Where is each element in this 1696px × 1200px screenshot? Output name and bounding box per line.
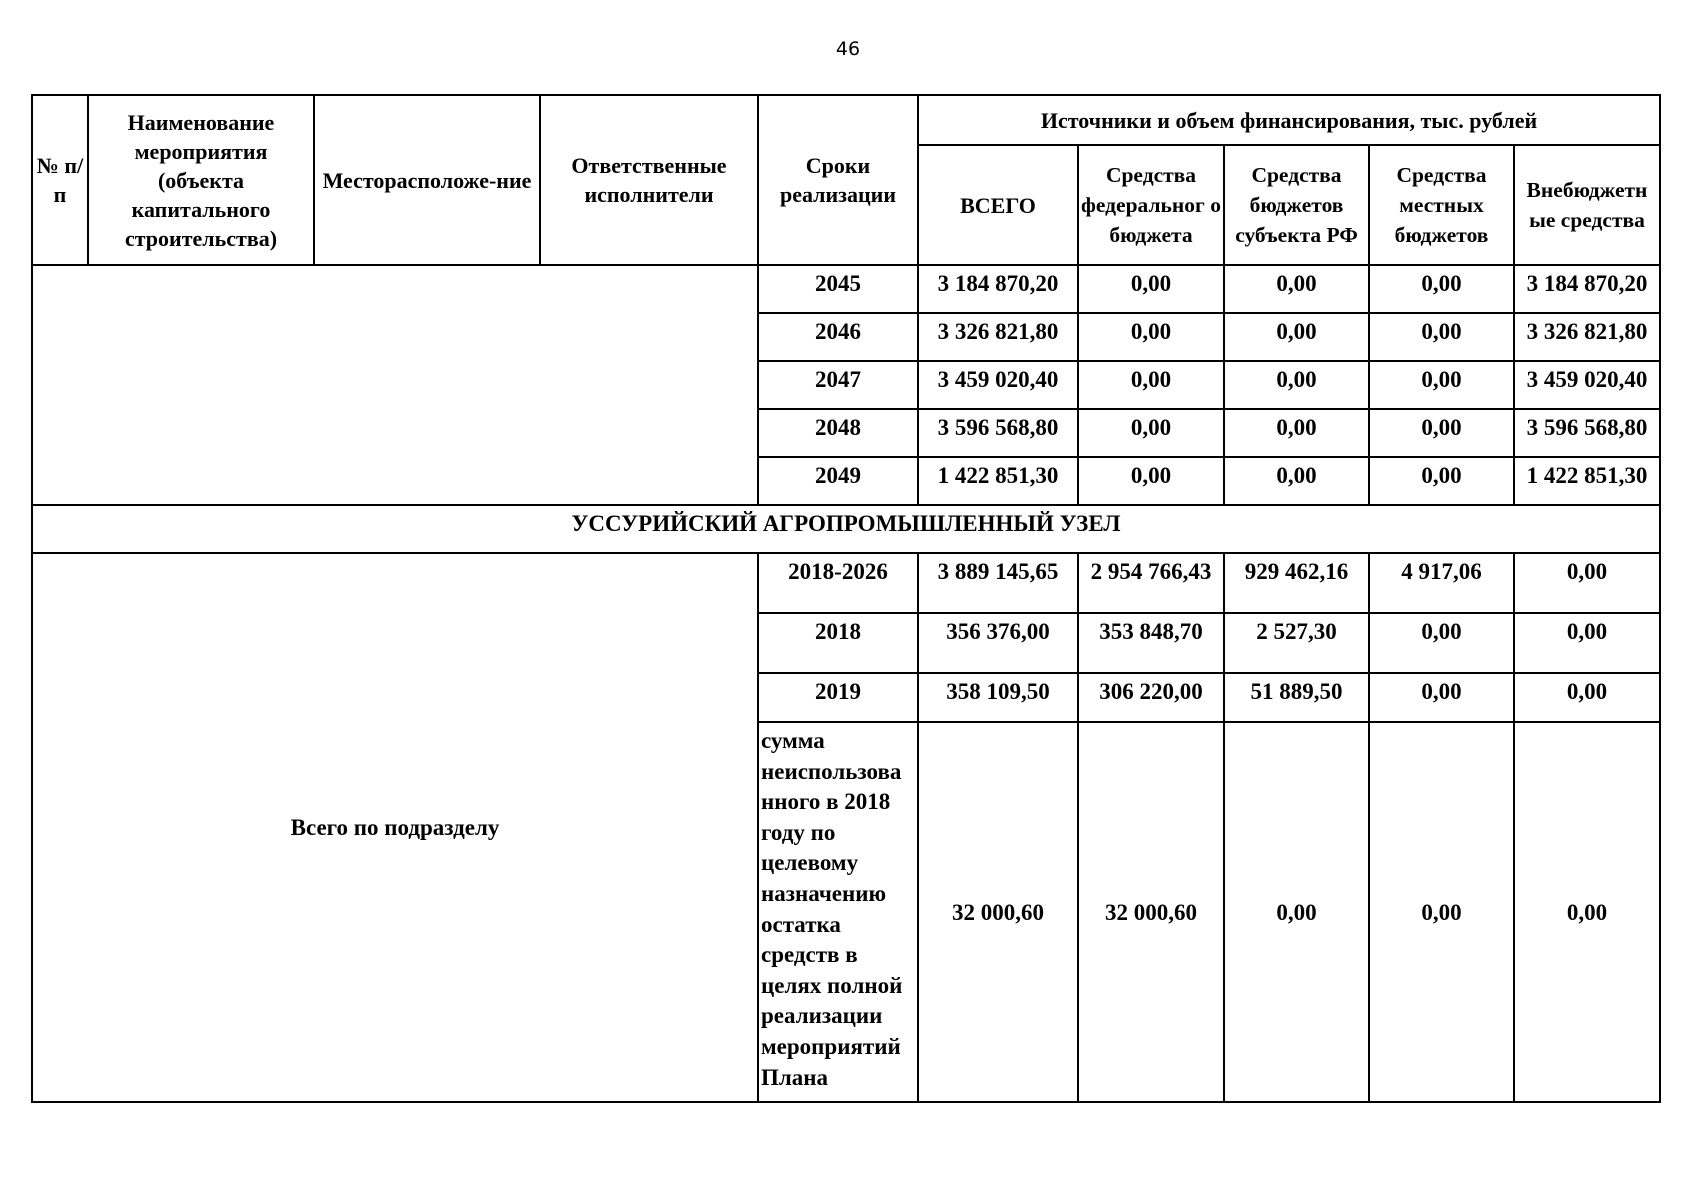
cell-federal: 0,00 — [1078, 313, 1224, 361]
cell-local: 0,00 — [1369, 722, 1514, 1102]
merged-blank-cell — [32, 265, 758, 505]
cell-federal: 2 954 766,43 — [1078, 553, 1224, 613]
cell-local: 0,00 — [1369, 409, 1514, 457]
cell-year: 2018-2026 — [758, 553, 918, 613]
cell-extra: 3 184 870,20 — [1514, 265, 1660, 313]
cell-year: 2045 — [758, 265, 918, 313]
cell-federal: 306 220,00 — [1078, 673, 1224, 722]
cell-regional: 0,00 — [1224, 265, 1369, 313]
cell-regional: 51 889,50 — [1224, 673, 1369, 722]
cell-regional: 0,00 — [1224, 313, 1369, 361]
cell-regional: 929 462,16 — [1224, 553, 1369, 613]
unused-note-text: сумма неиспользова нного в 2018 году по целевому назначению остатка средств в целях полной реализации мероприятий Плана — [761, 728, 903, 1090]
cell-total: 32 000,60 — [918, 722, 1078, 1102]
cell-local: 4 917,06 — [1369, 553, 1514, 613]
cell-local: 0,00 — [1369, 265, 1514, 313]
header-local: Средства местных бюджетов — [1369, 145, 1514, 265]
cell-regional: 0,00 — [1224, 409, 1369, 457]
cell-extra: 3 326 821,80 — [1514, 313, 1660, 361]
cell-regional: 0,00 — [1224, 361, 1369, 409]
cell-total: 3 889 145,65 — [918, 553, 1078, 613]
summary-label: Всего по подразделу — [32, 553, 758, 1102]
cell-year: 2048 — [758, 409, 918, 457]
cell-extra: 1 422 851,30 — [1514, 457, 1660, 505]
cell-federal: 0,00 — [1078, 265, 1224, 313]
header-name: Наименование мероприятия (объекта капитального строительства) — [88, 95, 314, 265]
header-extrabudget: Внебюджетн ые средства — [1514, 145, 1660, 265]
header-regional: Средства бюджетов субъекта РФ — [1224, 145, 1369, 265]
header-funding-group: Источники и объем финансирования, тыс. рублей — [918, 95, 1660, 145]
cell-extra: 3 459 020,40 — [1514, 361, 1660, 409]
cell-federal: 353 848,70 — [1078, 613, 1224, 673]
cell-total: 3 596 568,80 — [918, 409, 1078, 457]
cell-year: 2047 — [758, 361, 918, 409]
cell-total: 3 184 870,20 — [918, 265, 1078, 313]
header-responsible: Ответственные исполнители — [540, 95, 758, 265]
table-row — [32, 265, 1660, 313]
cell-extra: 0,00 — [1514, 673, 1660, 722]
cell-federal: 0,00 — [1078, 361, 1224, 409]
cell-total: 3 459 020,40 — [918, 361, 1078, 409]
cell-federal: 0,00 — [1078, 409, 1224, 457]
cell-extra: 0,00 — [1514, 553, 1660, 613]
cell-total: 358 109,50 — [918, 673, 1078, 722]
header-federal: Средства федеральног о бюджета — [1078, 145, 1224, 265]
cell-year: 2019 — [758, 673, 918, 722]
table-row — [32, 553, 1660, 613]
cell-extra: 3 596 568,80 — [1514, 409, 1660, 457]
cell-regional: 2 527,30 — [1224, 613, 1369, 673]
cell-regional: 0,00 — [1224, 457, 1369, 505]
funding-table — [31, 94, 1661, 1103]
cell-local: 0,00 — [1369, 313, 1514, 361]
cell-total: 1 422 851,30 — [918, 457, 1078, 505]
cell-extra: 0,00 — [1514, 613, 1660, 673]
cell-year: 2046 — [758, 313, 918, 361]
cell-year: 2049 — [758, 457, 918, 505]
cell-federal: 32 000,60 — [1078, 722, 1224, 1102]
cell-total: 356 376,00 — [918, 613, 1078, 673]
section-title: УССУРИЙСКИЙ АГРОПРОМЫШЛЕННЫЙ УЗЕЛ — [32, 505, 1660, 553]
header-total: ВСЕГО — [918, 145, 1078, 265]
cell-unused-note — [758, 722, 918, 1102]
section-row — [32, 505, 1660, 553]
cell-local: 0,00 — [1369, 361, 1514, 409]
cell-federal: 0,00 — [1078, 457, 1224, 505]
page-number: 46 — [835, 38, 861, 60]
header-location: Месторасположе-ние — [314, 95, 540, 265]
cell-total: 3 326 821,80 — [918, 313, 1078, 361]
cell-local: 0,00 — [1369, 457, 1514, 505]
cell-extra: 0,00 — [1514, 722, 1660, 1102]
cell-local: 0,00 — [1369, 613, 1514, 673]
cell-regional: 0,00 — [1224, 722, 1369, 1102]
cell-local: 0,00 — [1369, 673, 1514, 722]
header-period: Сроки реализации — [758, 95, 918, 265]
header-row-1 — [32, 95, 1660, 145]
cell-year: 2018 — [758, 613, 918, 673]
header-num: № п/п — [32, 95, 88, 265]
